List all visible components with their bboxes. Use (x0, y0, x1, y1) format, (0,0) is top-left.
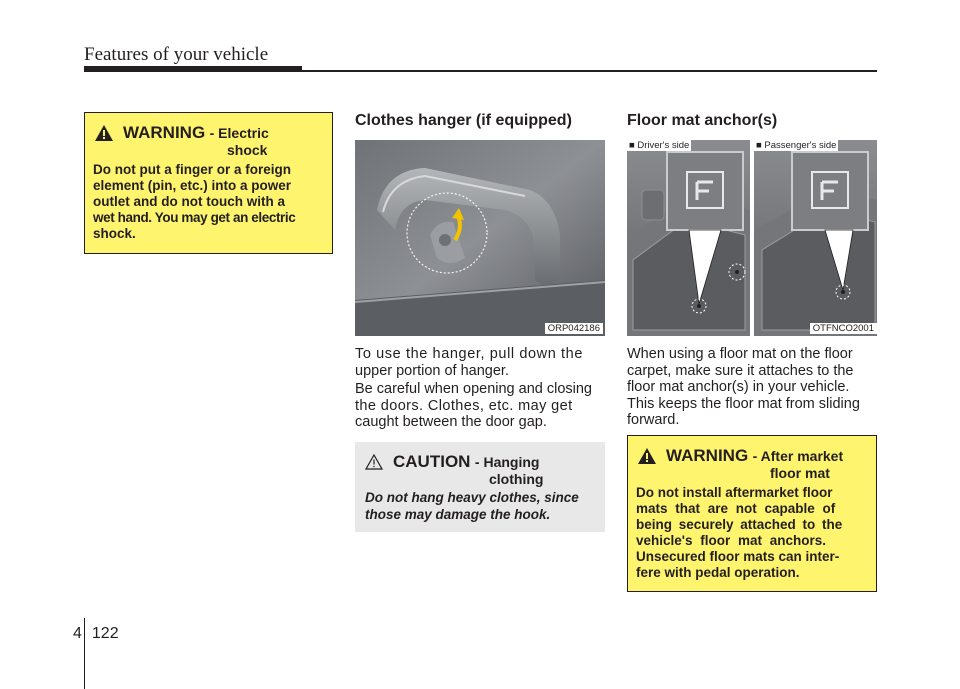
floor-mat-paragraph (627, 346, 877, 429)
warning-line: shock. (93, 226, 136, 241)
text-line: the doors. Clothes, etc. may get (355, 397, 573, 414)
clothes-hanger-illustration (355, 140, 605, 336)
caution-line: Do not hang heavy clothes, since (365, 490, 579, 505)
warning-line: fere with pedal operation. (636, 565, 800, 580)
floor-mat-photos (627, 140, 877, 336)
caution-subtitle-line1: - Hanging (474, 454, 540, 470)
caution-line: those may damage the hook. (365, 506, 551, 522)
text-line: When using a floor mat on the floor (627, 346, 853, 362)
caution-title (365, 452, 595, 487)
page-header-title: Features of your vehicle (84, 44, 269, 65)
text-line: upper portion of hanger. (355, 362, 509, 379)
text-line: Be careful when opening and closing (355, 381, 592, 397)
warning-line: outlet and do not touch with a (93, 194, 285, 209)
text-line: caught between the door gap. (355, 414, 547, 430)
caution-label: CAUTION (393, 452, 471, 471)
header-rule-thick (84, 66, 302, 72)
warning-triangle-icon (638, 448, 656, 464)
warning-line: Do not install aftermarket floor (636, 485, 833, 500)
warning-line: being securely attached to the (636, 517, 843, 532)
floor-mat-image-code: OTFNCO2001 (810, 323, 877, 334)
warning-subtitle-line2: shock (227, 142, 268, 158)
clothes-hanger-photo (355, 140, 605, 336)
text-line: carpet, make sure it attaches to the (627, 362, 854, 379)
page-number-value: 122 (91, 625, 119, 642)
text-line: forward. (627, 412, 680, 428)
warning-line: vehicle's floor mat anchors. (636, 533, 827, 548)
clothes-hanger-heading: Clothes hanger (if equipped) (355, 112, 572, 129)
text-line: floor mat anchor(s) in your vehicle. (627, 379, 850, 395)
page-number (73, 625, 119, 643)
warning-body (636, 485, 868, 581)
warning-line: wet hand. You may get an electric (93, 210, 296, 225)
warning-triangle-icon (95, 125, 113, 141)
clothes-hanger-paragraph-1 (355, 346, 605, 379)
clothes-hanger-paragraph-2 (355, 381, 605, 431)
caution-body (365, 490, 595, 523)
header-rule-thin (302, 70, 877, 72)
warning-electric-shock-box (84, 112, 333, 254)
text-line: This keeps the floor mat from sliding (627, 395, 860, 412)
driver-side-label: ■ Driver's side (629, 140, 690, 151)
warning-label: WARNING (666, 446, 749, 465)
text-line: To use the hanger, pull down the (355, 346, 583, 362)
warning-subtitle-line1: - Electric (209, 125, 269, 141)
warning-line: element (pin, etc.) into a power (93, 178, 292, 193)
caution-subtitle-line2: clothing (489, 471, 544, 487)
caution-hanging-clothing-box (355, 442, 605, 532)
passenger-side-label: ■ Passenger's side (756, 140, 837, 151)
warning-floor-mat-box (627, 435, 877, 592)
warning-label: WARNING (123, 123, 206, 142)
warning-line: Unsecured floor mats can inter- (636, 549, 840, 564)
floor-mat-heading: Floor mat anchor(s) (627, 112, 778, 129)
warning-line: Do not put a finger or a foreign (93, 162, 291, 177)
caution-triangle-icon (365, 454, 383, 470)
warning-line: mats that are not capable of (636, 501, 836, 516)
floor-mat-illustration (627, 140, 877, 336)
warning-subtitle-line1: - After market (752, 448, 844, 464)
warning-body (93, 162, 324, 242)
warning-title (638, 446, 868, 481)
clothes-hanger-image-code: ORP042186 (545, 323, 603, 334)
chapter-number: 4 (73, 625, 82, 642)
warning-subtitle-line2: floor mat (770, 465, 830, 481)
warning-title (95, 123, 324, 158)
